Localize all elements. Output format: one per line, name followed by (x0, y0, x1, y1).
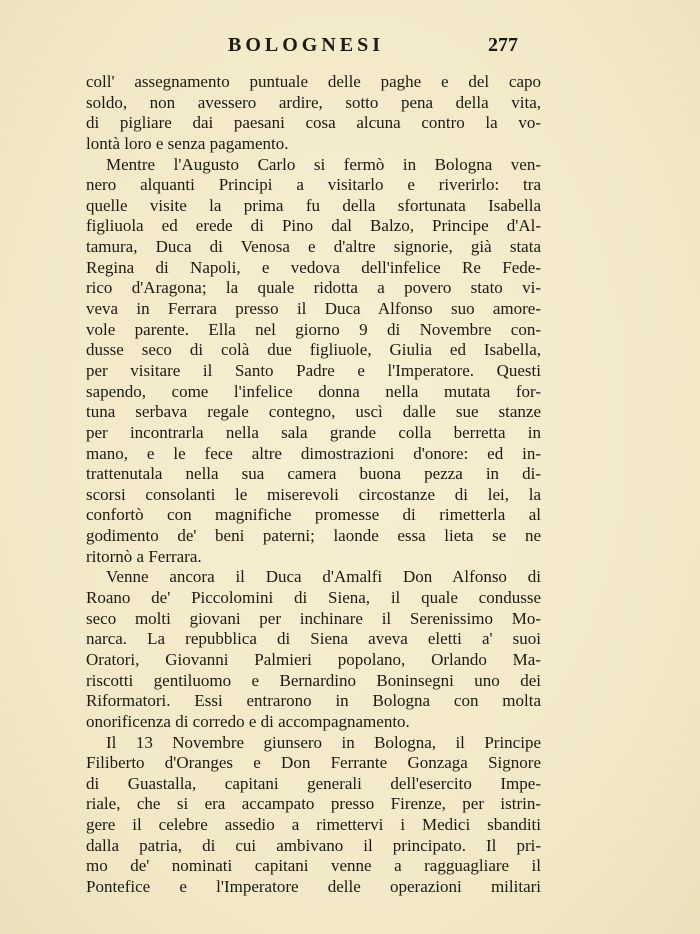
text-line: narca. La repubblica di Siena aveva eletti a' suoi (86, 629, 541, 649)
text-line: rico d'Aragona; la quale ridotta a povero stato vi- (86, 278, 541, 298)
text-line: Mentre l'Augusto Carlo si fermò in Bologna ven- (106, 154, 541, 174)
text-line: Venne ancora il Duca d'Amalfi Don Alfonso di (106, 567, 541, 587)
text-line: confortò con magnifiche promesse di rimetterla al (86, 505, 541, 525)
text-line: soldo, non avessero ardire, sotto pena della vita, (86, 92, 541, 112)
text-line: ritornò a Ferrara. (86, 546, 202, 566)
text-line: di pigliare dai paesani cosa alcuna contro la vo- (86, 113, 541, 133)
text-line: nero alquanti Principi a visitarlo e riverirlo: tra (86, 175, 541, 195)
text-line: mo de' nominati capitani venne a ragguagliare il (86, 856, 541, 876)
text-line: per incontrarla nella sala grande colla berretta in (86, 422, 541, 442)
text-line: vole parente. Ella nel giorno 9 di Novembre con- (86, 319, 541, 339)
text-line: sapendo, come l'infelice donna nella mutata for- (86, 381, 541, 401)
text-line: di Guastalla, capitani generali dell'esercito Impe- (86, 773, 541, 793)
text-line: Roano de' Piccolomini di Siena, il quale condusse (86, 588, 541, 608)
page-number: 277 (488, 34, 518, 56)
text-line: lontà loro e senza pagamento. (86, 133, 289, 153)
text-line: tamura, Duca di Venosa e d'altre signorie, già stata (86, 237, 541, 257)
text-line: figliuola ed erede di Pino dal Balzo, Principe d'Al- (86, 216, 541, 236)
text-line: Regina di Napoli, e vedova dell'infelice Re Fede- (86, 257, 541, 277)
text-line: trattenutala nella sua camera buona pezza in di- (86, 464, 541, 484)
text-line: mano, e le fece altre dimostrazioni d'onore: ed in- (86, 443, 541, 463)
text-line: seco molti giovani per inchinare il Serenissimo Mo- (86, 608, 541, 628)
text-line: Oratori, Giovanni Palmieri popolano, Orlando Ma- (86, 649, 541, 669)
text-line: veva in Ferrara presso il Duca Alfonso suo amore- (86, 299, 541, 319)
text-line: tuna serbava regale contegno, uscì dalle sue stanze (86, 402, 541, 422)
text-line: gere il celebre assedio a rimettervi i Medici sbanditi (86, 815, 541, 835)
text-line: quelle visite la prima fu della sfortunata Isabella (86, 195, 541, 215)
text-line: coll' assegnamento puntuale delle paghe e del capo (86, 72, 541, 91)
text-line: Pontefice e l'Imperatore delle operazioni militari (86, 876, 541, 896)
running-head: BOLOGNESI (228, 34, 385, 56)
text-line: onorificenza di corredo e di accompagnamento. (86, 711, 410, 731)
page-header (0, 30, 700, 64)
text-line: dalla patria, di cui ambivano il principato. Il pri- (86, 835, 541, 855)
text-line: scorsi consolanti le miserevoli circostanze di lei, la (86, 484, 541, 504)
text-line: dusse seco di colà due figliuole, Giulia ed Isabella, (86, 340, 541, 360)
body-text (86, 72, 541, 898)
text-line: riscotti gentiluomo e Bernardino Boninsegni uno dei (86, 670, 541, 690)
text-line: godimento de' beni paterni; laonde essa lieta se ne (86, 526, 541, 546)
text-line: Filiberto d'Oranges e Don Ferrante Gonzaga Signore (86, 753, 541, 773)
text-line: riale, che si era accampato presso Firenze, per istrin- (86, 794, 541, 814)
text-line: Riformatori. Essi entrarono in Bologna con molta (86, 691, 541, 711)
text-line: Il 13 Novembre giunsero in Bologna, il Principe (106, 732, 541, 752)
text-line: per visitare il Santo Padre e l'Imperatore. Questi (86, 360, 541, 380)
